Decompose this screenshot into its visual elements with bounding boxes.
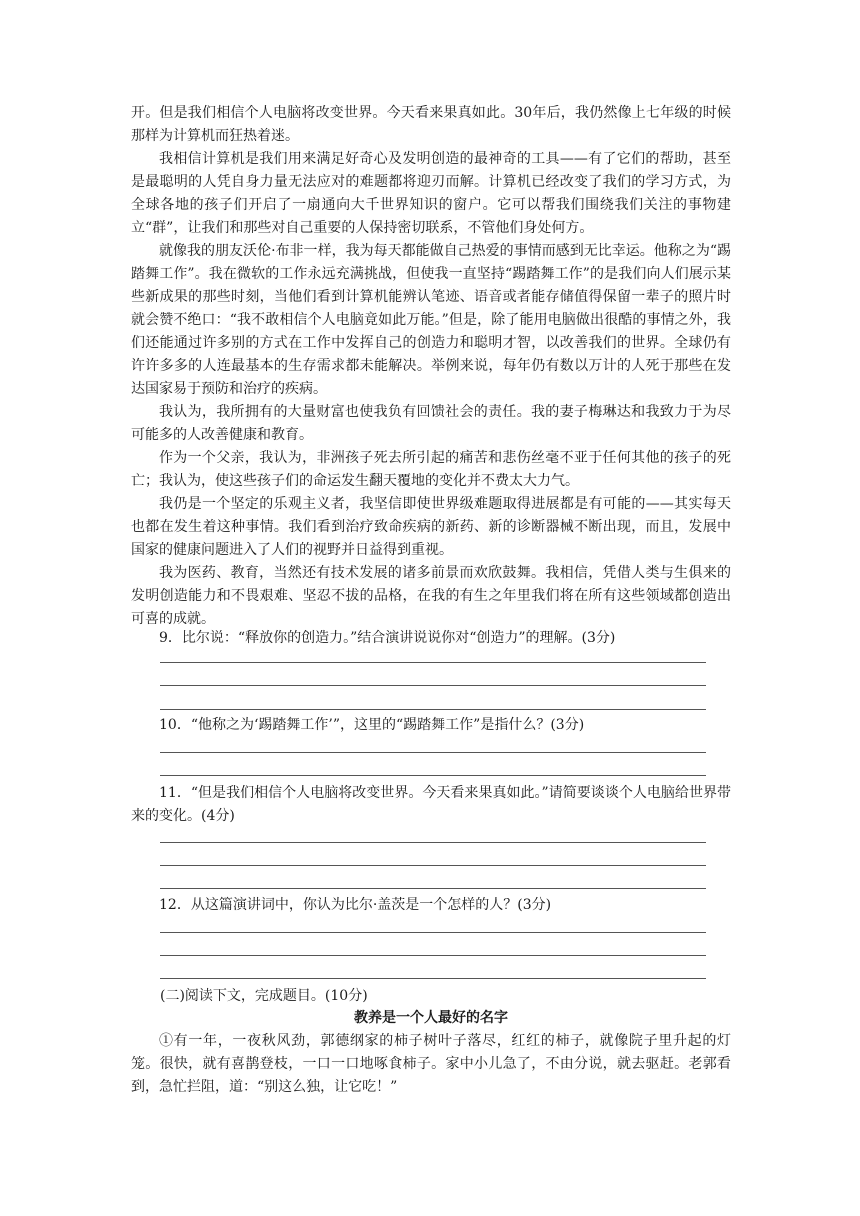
speech-paragraph-5: 我仍是一个坚定的乐观主义者，我坚信即使世界级难题取得进展都是有可能的——其实每天也都在发生着这种事情。我们看到治疗致命疾病的新药、新的诊断器械不断出现，而且，发展中国家的健康问题进入了人们的视野并日益得到重视。 [131, 496, 731, 558]
speech-paragraph-0: 开。但是我们相信个人电脑将改变世界。今天看来果真如此。30年后，我仍然像上七年级的时候那样为计算机而狂热着迷。 [131, 105, 731, 144]
answer-line[interactable] [160, 752, 706, 753]
answer-line[interactable] [160, 685, 706, 686]
question-9: 9．比尔说：“释放你的创造力。”结合演讲说说你对“创造力”的理解。(3分) [159, 630, 616, 646]
answer-line[interactable] [160, 662, 706, 663]
speech-paragraph-2: 就像我的朋友沃伦·布非一样，我为每天都能做自己热爱的事情而感到无比幸运。他称之为“踢踏舞工作”。我在微软的工作永远充满挑战，但使我一直坚持“踢踏舞工作”的是我们向人们展示某些新成果的那些时刻，当他们看到计算机能辨认笔迹、语音或者能存储值得保留一辈子的照片时就会赞不绝口：“我不敢相信个人电脑竟如此万能。”但是，除了能用电脑做出很酷的事情之外，我们还能通过许多别的方式在工作中发挥自己的创造力和聪明才智，以改善我们的世界。全球仍有许许多多的人连最基本的生存需求都未能解决。举例来说，每年仍有数以万计的人死于那些在发达国家易于预防和治疗的疾病。 [131, 243, 731, 397]
answer-line[interactable] [160, 775, 706, 776]
answer-line[interactable] [160, 842, 706, 843]
question-12: 12．从这篇演讲词中，你认为比尔·盖茨是一个怎样的人？(3分) [159, 897, 552, 913]
speech-paragraph-4: 作为一个父亲，我认为，非洲孩子死去所引起的痛苦和悲伤丝毫不亚于任何其他的孩子的死亡；我认为，使这些孩子们的命运发生翻天覆地的变化并不费太大力气。 [131, 450, 731, 489]
answer-line[interactable] [160, 955, 706, 956]
article-paragraph-1: ①有一年，一夜秋风劲，郭德纲家的柿子树叶子落尽，红红的柿子，就像院子里升起的灯笼。很快，就有喜鹊登枝，一口一口地啄食柿子。家中小儿急了，不由分说，就去驱赶。老郭看到，急忙拦阻，道：“别这么独，让它吃！” [131, 1033, 731, 1095]
answer-line[interactable] [160, 865, 706, 866]
answer-line[interactable] [160, 888, 706, 889]
answer-line[interactable] [160, 709, 706, 710]
speech-paragraph-1: 我相信计算机是我们用来满足好奇心及发明创造的最神奇的工具——有了它们的帮助，甚至是最聪明的人凭自身力量无法应对的难题都将迎刃而解。计算机已经改变了我们的学习方式，为全球各地的孩子们开启了一扇通向大千世界知识的窗户。它可以帮我们围绕我们关注的事物建立“群”，让我们和那些对自己重要的人保持密切联系，不管他们身处何方。 [131, 151, 731, 236]
speech-paragraph-3: 我认为，我所拥有的大量财富也使我负有回馈社会的责任。我的妻子梅琳达和我致力于为尽可能多的人改善健康和教育。 [131, 404, 731, 443]
question-11: 11．“但是我们相信个人电脑将改变世界。今天看来果真如此。”请简要谈谈个人电脑给世界带来的变化。(4分) [131, 785, 731, 824]
speech-paragraph-6: 我为医药、教育，当然还有技术发展的诸多前景而欢欣鼓舞。我相信，凭借人类与生俱来的发明创造能力和不畏艰难、坚忍不拔的品格，在我的有生之年里我们将在所有这些领域都创造出可喜的成就。 [131, 565, 731, 627]
article-title: 教养是一个人最好的名字 [354, 1010, 508, 1026]
answer-line[interactable] [160, 932, 706, 933]
answer-line[interactable] [160, 978, 706, 979]
section-2-heading: (二)阅读下文，完成题目。(10分) [160, 988, 368, 1004]
question-10: 10．“他称之为‘踢踏舞工作’”，这里的“踢踏舞工作”是指什么？(3分) [159, 717, 585, 733]
